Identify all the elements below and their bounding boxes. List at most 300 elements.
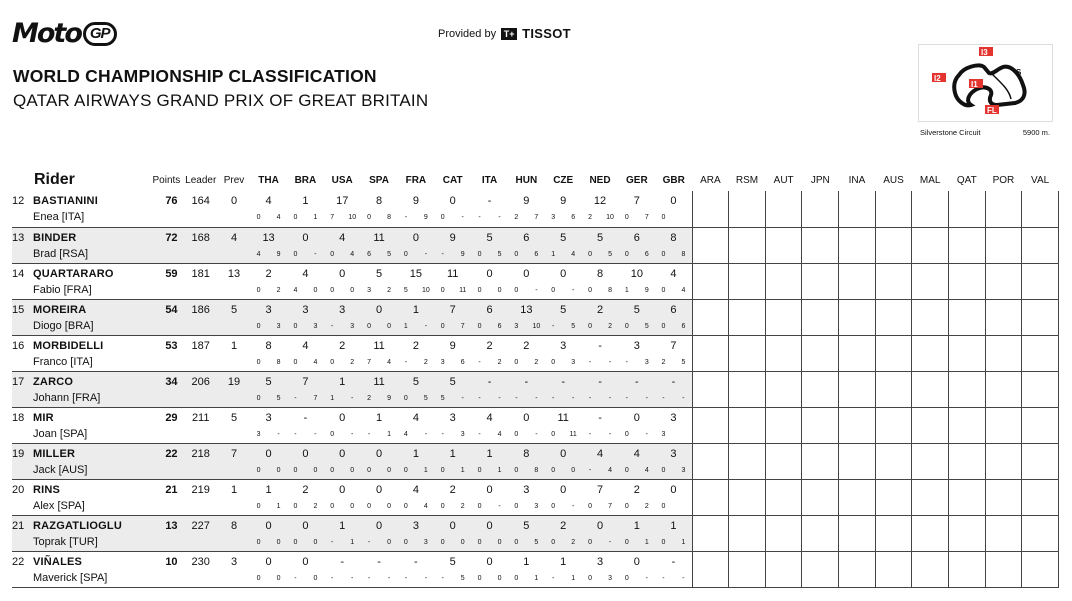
leader-gap-cell: 227 <box>184 515 218 551</box>
race-only-points: 9 <box>423 214 428 221</box>
rider-position: 18 <box>12 411 25 424</box>
race-result-cell <box>471 227 508 263</box>
race-breakdown <box>582 322 619 331</box>
race-breakdown <box>471 574 508 583</box>
future-race-cell <box>912 371 949 407</box>
race-breakdown <box>655 286 691 295</box>
race-breakdown <box>361 502 398 511</box>
prev-gap-cell: 13 <box>218 263 250 299</box>
future-race-header: INA <box>848 174 866 186</box>
race-points: 4 <box>265 195 272 207</box>
race-result-cell <box>287 371 324 407</box>
race-points: 3 <box>339 303 346 316</box>
race-points: 0 <box>375 303 383 316</box>
sprint-points: 0 <box>661 466 666 474</box>
race-only-points: - <box>424 250 428 258</box>
race-only-points: 0 <box>460 538 465 546</box>
race-points: 13 <box>262 231 275 244</box>
sprint-points: 6 <box>367 250 371 258</box>
sprint-points: 0 <box>256 286 261 294</box>
sprint-points: 0 <box>514 250 519 258</box>
race-breakdown <box>287 250 324 259</box>
race-only-points: 10 <box>532 322 541 330</box>
race-breakdown <box>250 213 287 222</box>
sprint-points: - <box>441 574 444 582</box>
race-points: 0 <box>302 447 309 460</box>
race-result-cell <box>397 263 434 299</box>
race-breakdown <box>545 250 582 259</box>
sprint-points: 3 <box>551 214 556 221</box>
future-race-cell <box>1022 371 1059 407</box>
race-points: 3 <box>302 303 309 316</box>
future-race-header: POR <box>992 174 1015 186</box>
sprint-points: 0 <box>293 502 298 510</box>
race-only-points: 4 <box>423 502 428 510</box>
race-result-cell <box>618 443 655 479</box>
race-breakdown <box>545 213 582 222</box>
race-points: - <box>561 375 566 388</box>
race-result-cell <box>287 515 324 551</box>
rider-position: 19 <box>12 447 25 460</box>
race-points: 4 <box>412 483 419 496</box>
rider-firstname: Fabio [FRA] <box>33 283 92 296</box>
future-race-cell <box>875 371 912 407</box>
race-only-points: 1 <box>387 430 391 438</box>
future-race-cell <box>729 263 766 299</box>
sprint-points: 0 <box>367 466 371 474</box>
race-only-points: 10 <box>421 286 430 294</box>
race-result-cell <box>287 335 324 371</box>
race-breakdown <box>545 358 582 367</box>
race-breakdown <box>324 213 361 222</box>
race-result-cell <box>361 299 398 335</box>
race-only-points: 8 <box>387 214 391 221</box>
circuit-map-icon <box>919 45 1054 123</box>
race-result-cell <box>618 407 655 443</box>
race-breakdown <box>434 286 471 295</box>
rider-cell <box>12 371 149 407</box>
future-race-header: VAL <box>1031 174 1050 186</box>
race-only-points: 8 <box>608 286 612 294</box>
future-race-cell <box>985 371 1022 407</box>
race-only-points: 6 <box>497 322 502 330</box>
race-points: 3 <box>596 555 604 568</box>
race-points: - <box>340 555 345 568</box>
race-result-cell <box>397 335 434 371</box>
race-header: SPA <box>369 174 389 186</box>
race-points: - <box>414 555 418 568</box>
race-points: 9 <box>560 195 567 207</box>
race-only-points: 5 <box>423 394 428 402</box>
future-race-cell <box>692 299 729 335</box>
future-race-cell <box>1022 335 1059 371</box>
sprint-points: - <box>552 394 555 402</box>
race-breakdown <box>618 502 655 511</box>
race-breakdown <box>324 574 361 583</box>
prev-gap-cell: 19 <box>218 371 250 407</box>
race-points: 5 <box>523 519 530 532</box>
race-result-cell <box>582 443 619 479</box>
rider-firstname: Alex [SPA] <box>33 499 85 512</box>
race-points: 0 <box>633 411 640 424</box>
race-points: 1 <box>375 411 383 424</box>
leader-gap-cell: 219 <box>184 479 218 515</box>
race-only-points: 2 <box>460 502 465 510</box>
race-result-cell <box>434 407 471 443</box>
future-race-cell <box>692 227 729 263</box>
race-only-points: - <box>682 394 685 402</box>
race-result-cell <box>545 227 582 263</box>
sprint-points: 0 <box>477 502 482 510</box>
race-points: 0 <box>265 519 272 532</box>
table-row <box>12 263 1059 299</box>
race-points: 1 <box>412 447 419 460</box>
race-only-points: 10 <box>606 214 614 221</box>
race-breakdown <box>324 358 361 367</box>
race-only-points: 6 <box>534 250 539 258</box>
race-points: 5 <box>633 303 640 316</box>
race-points: 1 <box>412 303 419 316</box>
race-points: 1 <box>339 519 346 532</box>
future-race-cell <box>765 479 802 515</box>
future-race-header: MAL <box>919 174 941 186</box>
race-only-points: 2 <box>497 358 502 366</box>
sprint-points: 0 <box>293 214 298 221</box>
race-breakdown <box>545 466 582 475</box>
future-race-cell <box>912 263 949 299</box>
race-header: NED <box>589 174 611 186</box>
race-only-points: 5 <box>460 574 465 582</box>
race-breakdown <box>655 538 691 547</box>
race-breakdown <box>508 394 545 403</box>
race-only-points: 2 <box>423 358 428 366</box>
points-cell: 10 <box>149 551 183 587</box>
race-points: 8 <box>596 267 604 280</box>
race-points: 3 <box>670 447 677 460</box>
race-breakdown <box>545 430 582 439</box>
sprint-points: - <box>662 394 665 402</box>
race-result-cell <box>397 371 434 407</box>
rider-firstname: Jack [AUS] <box>33 463 88 476</box>
rider-surname: QUARTARARO <box>33 267 114 280</box>
race-breakdown <box>582 250 619 259</box>
sprint-points: 0 <box>293 538 298 546</box>
sprint-points: 0 <box>477 466 482 474</box>
race-breakdown <box>655 430 691 439</box>
future-race-cell <box>839 263 876 299</box>
sprint-points: 0 <box>661 502 666 510</box>
rider-surname: RAZGATLIOGLU <box>33 519 122 532</box>
race-only-points: 6 <box>644 250 649 258</box>
race-result-cell <box>324 191 361 227</box>
future-race-cell <box>985 479 1022 515</box>
race-only-points: - <box>535 394 538 402</box>
race-only-points: 7 <box>644 214 649 221</box>
race-breakdown <box>471 286 508 295</box>
sprint-points: - <box>478 394 481 402</box>
race-points: 2 <box>449 483 456 496</box>
rider-cell <box>12 407 149 443</box>
race-result-cell <box>655 335 692 371</box>
sprint-points: 0 <box>588 286 592 294</box>
future-race-cell <box>729 191 766 227</box>
race-only-points: - <box>461 394 464 402</box>
race-only-points: 0 <box>387 538 391 546</box>
page-title: WORLD CHAMPIONSHIP CLASSIFICATION <box>13 66 377 86</box>
race-only-points: - <box>351 574 354 582</box>
race-result-cell <box>324 407 361 443</box>
race-points: 0 <box>523 411 530 424</box>
sprint-points: - <box>294 394 297 402</box>
race-points: 4 <box>412 411 419 424</box>
future-race-header: AUS <box>883 174 904 186</box>
future-race-cell <box>765 263 802 299</box>
race-breakdown <box>508 358 545 367</box>
future-race-cell <box>839 479 876 515</box>
rider-firstname: Enea [ITA] <box>33 211 85 223</box>
leader-gap-cell: 181 <box>184 263 218 299</box>
race-only-points: 1 <box>313 214 318 221</box>
race-breakdown <box>361 358 398 367</box>
race-breakdown <box>434 430 471 439</box>
motogp-logo <box>12 20 117 47</box>
table-row <box>12 443 1059 479</box>
race-header: USA <box>331 174 353 186</box>
sprint-points: - <box>552 574 555 582</box>
future-race-cell <box>839 299 876 335</box>
rider-cell <box>12 515 149 551</box>
prev-gap-cell: 5 <box>218 407 250 443</box>
race-result-cell <box>324 263 361 299</box>
prev-gap-cell: 8 <box>218 515 250 551</box>
race-only-points: 0 <box>276 538 281 546</box>
race-only-points: - <box>645 574 649 582</box>
future-race-cell <box>948 407 985 443</box>
points-cell: 13 <box>149 515 183 551</box>
race-breakdown <box>250 358 287 367</box>
race-breakdown <box>397 322 434 331</box>
race-only-points: 0 <box>387 466 391 474</box>
sprint-points: 4 <box>293 286 298 294</box>
race-result-cell <box>655 407 692 443</box>
race-result-cell <box>471 551 508 587</box>
race-result-cell <box>434 299 471 335</box>
future-race-cell <box>839 227 876 263</box>
future-race-cell <box>948 299 985 335</box>
race-points: - <box>671 375 676 388</box>
race-points: 3 <box>560 339 567 352</box>
race-only-points: 3 <box>423 538 428 546</box>
sprint-points: 0 <box>293 322 298 330</box>
sprint-points: 5 <box>403 286 408 294</box>
race-only-points: 5 <box>571 322 576 330</box>
map-label-i2: I2 <box>934 74 941 83</box>
race-points: 9 <box>449 231 456 244</box>
race-points: 4 <box>339 231 346 244</box>
race-only-points: 1 <box>644 538 649 546</box>
sprint-points: 0 <box>330 358 335 366</box>
race-result-cell <box>397 551 434 587</box>
future-race-cell <box>839 443 876 479</box>
race-only-points: - <box>314 250 317 258</box>
future-race-cell <box>948 515 985 551</box>
race-only-points: 3 <box>534 502 539 510</box>
race-breakdown <box>434 322 471 331</box>
race-header: GBR <box>662 174 685 186</box>
future-race-cell <box>692 515 729 551</box>
future-race-cell <box>765 371 802 407</box>
future-race-cell <box>1022 443 1059 479</box>
leader-gap-cell: 206 <box>184 371 218 407</box>
race-breakdown <box>471 213 508 222</box>
race-result-cell <box>397 515 434 551</box>
race-points: 5 <box>449 555 456 568</box>
race-only-points: 4 <box>276 214 281 221</box>
race-result-cell <box>508 371 545 407</box>
sprint-points: 0 <box>588 250 592 258</box>
race-only-points: 4 <box>387 358 391 366</box>
race-points: 7 <box>449 303 456 316</box>
race-result-cell <box>287 407 324 443</box>
leader-header: Leader <box>185 174 217 186</box>
race-result-cell <box>324 479 361 515</box>
race-points: 5 <box>560 303 567 316</box>
race-points: - <box>598 375 602 388</box>
race-points: 0 <box>339 411 346 424</box>
race-points: 1 <box>523 555 530 568</box>
race-points: 2 <box>560 519 567 532</box>
race-points: 4 <box>302 267 309 280</box>
sprint-points: - <box>588 394 592 402</box>
race-points: - <box>598 339 602 352</box>
race-result-cell <box>545 335 582 371</box>
future-race-cell <box>1022 191 1059 227</box>
race-result-cell <box>250 335 287 371</box>
leader-gap-cell: 164 <box>184 191 218 227</box>
sprint-points: 0 <box>293 358 298 366</box>
points-cell: 53 <box>149 335 183 371</box>
future-race-cell <box>802 407 839 443</box>
race-only-points: 6 <box>460 358 465 366</box>
race-only-points: 3 <box>276 322 281 330</box>
race-result-cell <box>471 191 508 227</box>
sprint-points: 0 <box>330 502 335 510</box>
future-race-cell <box>692 551 729 587</box>
future-race-cell <box>765 443 802 479</box>
rider-firstname: Diogo [BRA] <box>33 319 94 332</box>
race-result-cell <box>250 299 287 335</box>
rider-position: 21 <box>12 519 25 532</box>
race-points: 0 <box>596 519 604 532</box>
race-only-points: 0 <box>313 466 318 474</box>
table-row <box>12 227 1059 263</box>
race-breakdown <box>287 322 324 331</box>
race-header: CZE <box>553 174 574 186</box>
race-breakdown <box>397 358 434 367</box>
rider-surname: MOREIRA <box>33 303 87 316</box>
future-race-cell <box>765 407 802 443</box>
future-race-cell <box>1022 299 1059 335</box>
race-points: 7 <box>670 339 677 352</box>
race-result-cell <box>545 551 582 587</box>
sprint-points: 0 <box>551 358 556 366</box>
race-only-points: 2 <box>276 286 281 294</box>
race-result-cell <box>618 371 655 407</box>
race-only-points: 8 <box>534 466 539 474</box>
race-points: 0 <box>375 447 383 460</box>
race-result-cell <box>655 479 692 515</box>
sprint-points: 1 <box>551 250 556 258</box>
future-race-cell <box>912 515 949 551</box>
race-points: 0 <box>449 195 456 207</box>
future-race-cell <box>875 551 912 587</box>
race-points: 2 <box>265 267 272 280</box>
race-points: - <box>487 375 492 388</box>
race-result-cell <box>655 515 692 551</box>
race-result-cell <box>250 443 287 479</box>
race-points: 6 <box>670 303 677 316</box>
race-breakdown <box>361 322 398 331</box>
sprint-points: 0 <box>403 538 408 546</box>
race-breakdown <box>434 358 471 367</box>
rider-cell <box>12 263 149 299</box>
race-result-cell <box>508 479 545 515</box>
race-result-cell <box>434 551 471 587</box>
race-result-cell <box>434 371 471 407</box>
race-breakdown <box>655 394 691 403</box>
race-only-points: - <box>387 574 391 582</box>
rider-surname: VIÑALES <box>33 555 83 568</box>
race-only-points: 0 <box>350 286 355 294</box>
race-result-cell <box>324 443 361 479</box>
race-points: 1 <box>265 483 272 496</box>
sprint-points: 0 <box>256 466 261 474</box>
sprint-points: 0 <box>624 430 629 438</box>
race-only-points: 0 <box>497 574 502 582</box>
rider-cell <box>12 191 149 227</box>
race-only-points: 2 <box>608 322 612 330</box>
logo-word: Moto <box>12 18 81 49</box>
race-points: 11 <box>447 267 459 280</box>
race-only-points: 2 <box>350 358 355 366</box>
race-points: 8 <box>375 195 383 207</box>
future-race-cell <box>802 299 839 335</box>
provided-by-label: Provided by <box>438 27 497 40</box>
future-race-cell <box>802 263 839 299</box>
race-only-points: - <box>572 286 575 294</box>
future-race-cell <box>692 263 729 299</box>
race-breakdown <box>324 502 361 511</box>
table-row <box>12 335 1059 371</box>
sprint-points: 0 <box>551 502 556 510</box>
race-result-cell <box>582 335 619 371</box>
sprint-points: 0 <box>367 502 371 510</box>
rider-firstname: Joan [SPA] <box>33 427 88 440</box>
future-race-cell <box>729 443 766 479</box>
race-breakdown <box>250 430 287 439</box>
future-race-cell <box>802 551 839 587</box>
race-points: 8 <box>670 231 677 244</box>
race-result-cell <box>250 515 287 551</box>
race-breakdown <box>250 538 287 547</box>
sprint-points: 2 <box>588 214 592 221</box>
race-only-points: 2 <box>534 358 539 366</box>
prev-header: Prev <box>223 174 245 186</box>
future-race-cell <box>1022 263 1059 299</box>
rider-position: 15 <box>12 303 25 316</box>
future-race-cell <box>802 371 839 407</box>
race-points: 0 <box>486 555 493 568</box>
